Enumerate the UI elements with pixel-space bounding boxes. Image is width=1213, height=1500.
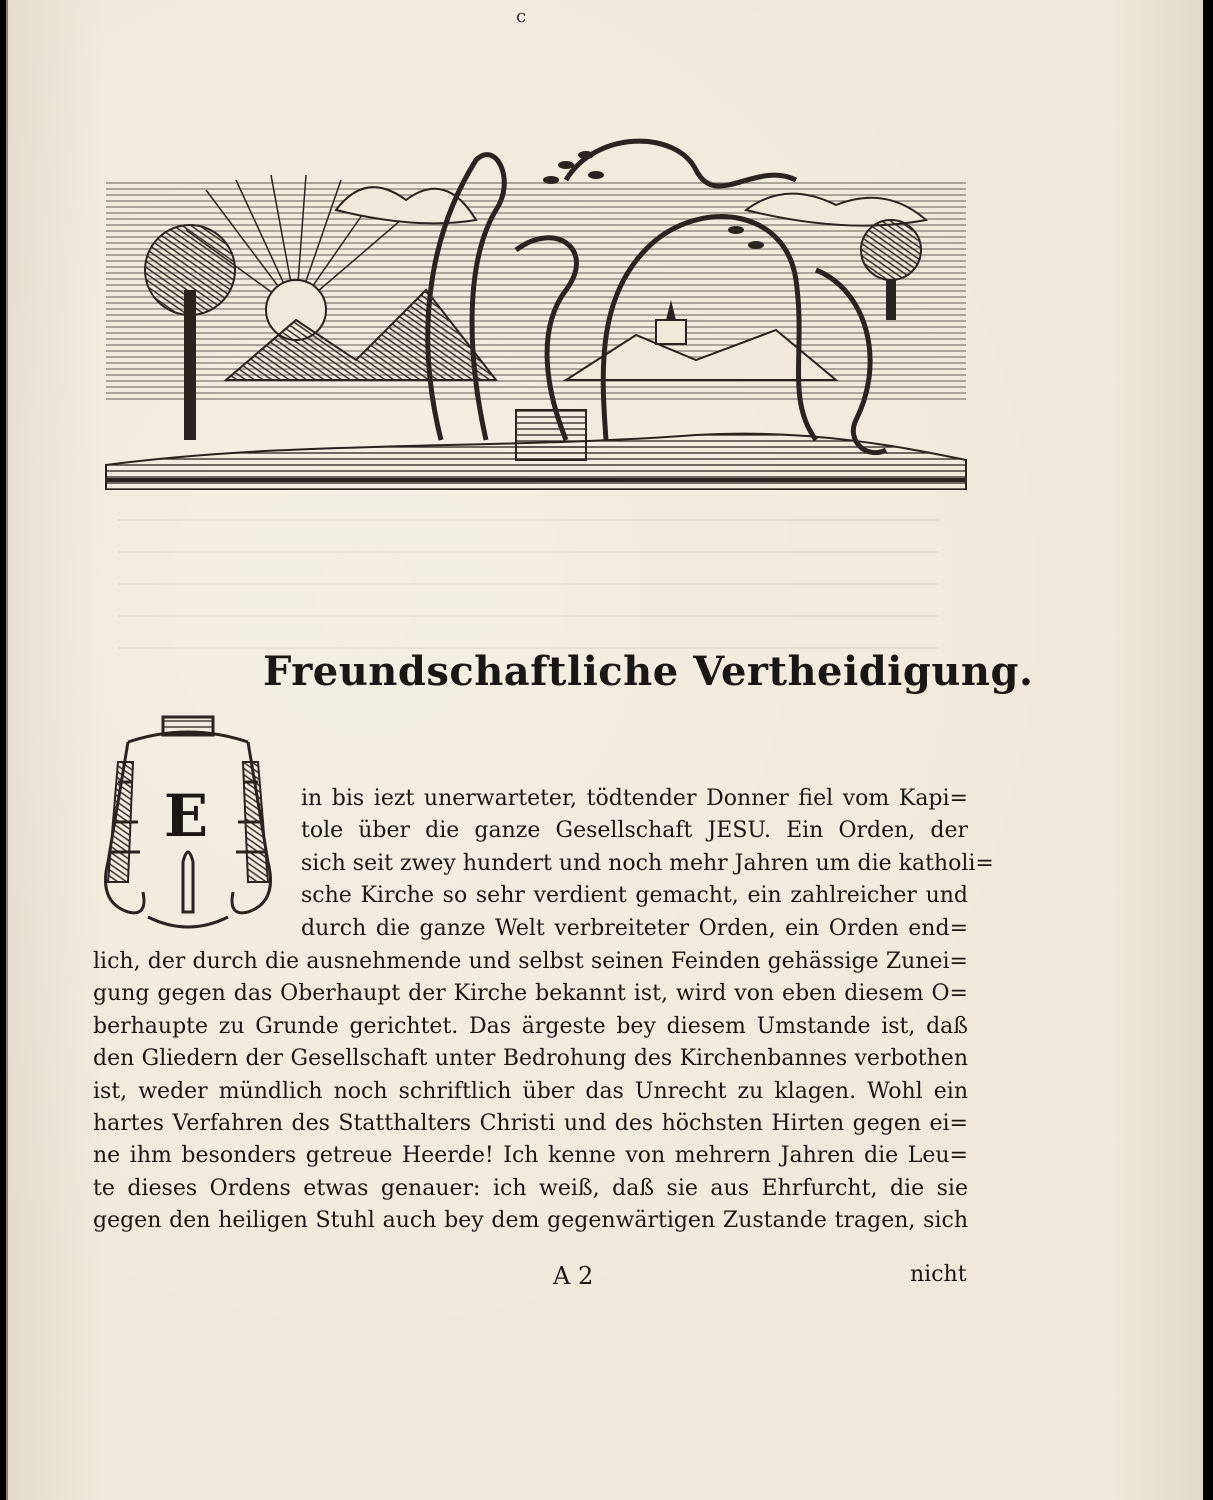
text-line: tole über die ganze Gesellschaft JESU. Ein Orden, der: [301, 818, 968, 844]
lead-paragraph: [301, 783, 994, 945]
woodcut-headpiece: [96, 120, 972, 490]
decorated-initial: [88, 712, 293, 947]
text-line: sche Kirche so sehr verdient gemacht, ein zahlreicher und: [301, 883, 968, 909]
signature-mark: A 2: [553, 1262, 594, 1290]
text-line: durch die ganze Welt verbreiteter Orden, ein Orden end=: [301, 915, 968, 941]
text-line: sich seit zwey hundert und noch mehr Jahren um die katholi=: [301, 850, 994, 876]
catchword: nicht: [910, 1262, 967, 1287]
page-mark: c: [516, 6, 527, 27]
text-line: ne ihm besonders getreue Heerde! Ich kenne von mehrern Jahren die Leu=: [93, 1143, 968, 1169]
text-line: berhaupte zu Grunde gerichtet. Das ärgeste bey diesem Umstande ist, daß: [93, 1013, 968, 1039]
text-line: hartes Verfahren des Statthalters Christi und des höchsten Hirten gegen ei=: [93, 1111, 968, 1137]
bleed-through-lines: [98, 500, 958, 660]
bleed-through: [98, 500, 958, 660]
text-line: in bis iezt unerwarteter, tödtender Donner fiel vom Kapi=: [301, 786, 968, 811]
text-line: te dieses Ordens etwas genauer: ich weiß, daß sie aus Ehrfurcht, die sie: [93, 1175, 968, 1201]
book-page: [6, 0, 1203, 1500]
text-line: gung gegen das Oberhaupt der Kirche bekannt ist, wird von eben diesem O=: [93, 981, 968, 1007]
initial-letter: E: [163, 782, 209, 850]
page-title: Freundschaftliche Vertheidigung.: [263, 648, 1034, 695]
text-line: ist, weder mündlich noch schriftlich über das Unrecht zu klagen. Wohl ein: [93, 1078, 968, 1104]
text-line: den Gliedern der Gesellschaft unter Bedrohung des Kirchenbannes verbothen: [93, 1046, 968, 1072]
text-line: gegen den heiligen Stuhl auch bey dem gegenwärtigen Zustande tragen, sich: [93, 1208, 968, 1234]
text-line: lich, der durch die ausnehmende und selbst seinen Feinden gehässige Zunei=: [93, 949, 968, 974]
body-paragraph: [93, 946, 968, 1238]
